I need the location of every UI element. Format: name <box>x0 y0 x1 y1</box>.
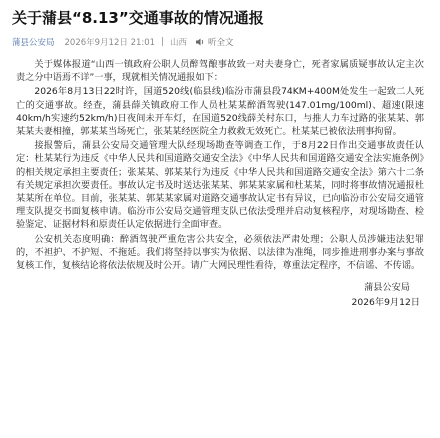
signature-date: 2026年9月12日 <box>351 297 420 309</box>
article-meta <box>12 34 428 50</box>
signature-block <box>12 280 428 310</box>
listen-button[interactable] <box>195 36 234 48</box>
speaker-icon <box>195 37 205 47</box>
meta-separator: | <box>161 37 164 47</box>
notice-paragraph: 接报警后，蒲县公安局交通管理大队经现场勘查等调查工作，于8月22日作出交通事故责任认定：杜某某行为违反《中华人民共和国道路交通安全法》《中华人民共和国道路交通安全法实施条例》的相关规定承担主要责任；张某某、郭某某行为违反《中华人民共和国道路交通安全法》第六十二条有关规定承担次要责任。事故认定书及时送达张某某、郭某某家属和杜某某，同时将事故情况通报杜某某所在单位。目前，张某某、郭某某家属对道路交通事故认定书有异议，已向临汾市公安局交通管理支队提交书面复核申请。临汾市公安局交通管理支队已依法受理并启动复核程序，对现场勘查、检验鉴定、证据材料和原责任认定依据进行全面审查。 <box>16 140 424 231</box>
publish-time: 2026年9月12日 21:01 <box>64 38 156 48</box>
signature-org: 蒲县公安局 <box>364 282 410 294</box>
publish-location: 山西 <box>169 38 187 48</box>
notice-body <box>12 58 428 272</box>
listen-label: 听全文 <box>207 38 234 48</box>
notice-paragraph: 公安机关态度明确：醉酒驾驶严重危害公共安全，必须依法严肃处理；公职人员涉嫌违法犯罪的，不袒护、不护短、不拖延。我们将坚持以事实为依据、以法律为准绳，同步推进刑事办案与事故复核工作，复核结论将依法依规及时公开。请广大网民理性看待，尊重法定程序，不信谣、不传谣。 <box>16 233 424 272</box>
article-title: 关于蒲县“8.13”交通事故的情况通报 <box>12 9 264 27</box>
notice-paragraph: 关于媒体报道“山西一镇政府公职人员醉驾酿事故致一对夫妻身亡，死者家属质疑事故认定主次责之分中语焉不详”一事，现就相关情况通报如下： <box>16 59 424 84</box>
author-name[interactable]: 蒲县公安局 <box>12 38 55 48</box>
notice-paragraph: 2026年8月13日22时许，国道520线(临县线)临汾市蒲县段74KM+400M处发生一起致二人死亡的交通事故。经查，蒲县薛关镇政府工作人员杜某某醉酒驾驶(147.01mg/100ml)、超速(限速40km/h实速约52km/h)日夜间未开车灯，在国道520线薛关村东口，与推人力车过路的张某某、郭某某夫妻相撞，郭某某当场死亡，张某某经医院全力救救无效死亡。杜某某已被依法刑事拘留。 <box>16 86 424 138</box>
